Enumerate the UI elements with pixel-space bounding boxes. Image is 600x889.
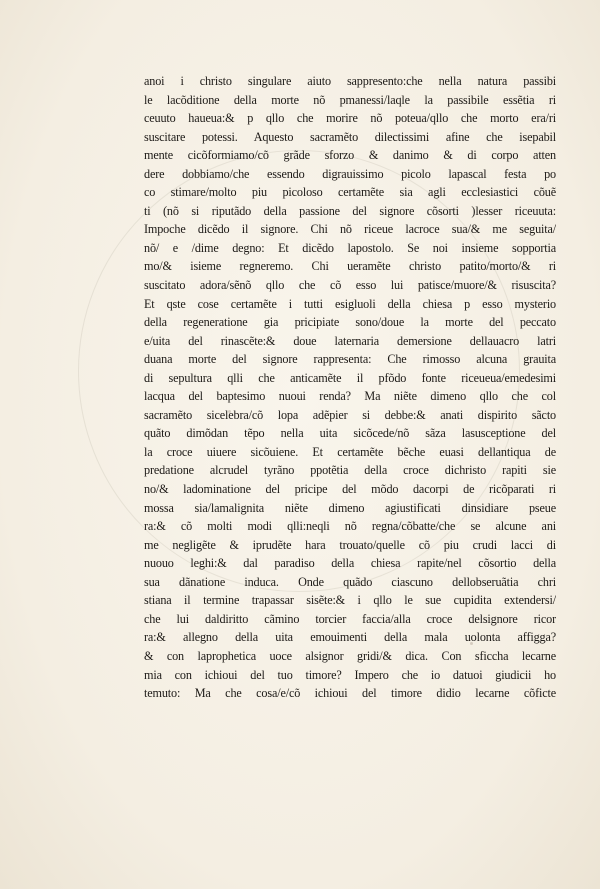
text-line: della regeneratione gia pricipiate sono/doue la morte del peccato <box>144 315 556 330</box>
text-line: sacramẽto sicelebra/cõ lopa adẽpier si debbe:& anati dispirito sãcto <box>144 407 556 422</box>
text-line: stiana il termine trapassar sisẽte:& i qllo le sue cupidita extendersi/ <box>144 593 556 608</box>
text-line: temuto: Ma che cosa/e/cõ ichioui del timore didio lecarne cõficte <box>144 686 556 701</box>
text-line: mia con ichioui del tuo timore? Impero che io datuoi giudicii ho <box>144 667 556 682</box>
text-line: ra:& cõ molti modi qlli:neqli nõ regna/cõbatte/che se alcune ani <box>144 519 556 534</box>
text-line: di sepultura qlli che anticamẽte il pfõdo fonte riceueua/emedesimi <box>144 370 556 385</box>
text-line: ra:& allegno della uita emouimenti della mala uolonta affigga? <box>144 630 556 645</box>
text-line: dere dobbiamo/che essendo digrauissimo picolo lapascal festa po <box>144 166 556 181</box>
text-line: mossa sia/lamalignita niẽte dimeno agiustificati dinsidiare pseue <box>144 500 556 515</box>
text-line: le lacõditione della morte nõ pmanessi/laqle la passibile essẽtia ri <box>144 92 556 107</box>
text-line: quãto dimõdan tẽpo nella uita sicõcede/nõ sãza lasusceptione del <box>144 426 556 441</box>
text-line: no/& ladominatione del pricipe del mõdo dacorpi de ricõparati ri <box>144 482 556 497</box>
text-line: me negligẽte & iprudẽte hara trouato/quelle cõ piu crudi lacci di <box>144 537 556 552</box>
page-text-block <box>144 72 556 703</box>
text-line: e/uita del rinascẽte:& doue laternaria demersione dellauacro latri <box>144 333 556 348</box>
text-line: co stimare/molto piu picoloso certamẽte sia agli ecclesiastici cõuẽ <box>144 185 556 200</box>
text-line: suscitare potessi. Aquesto sacramẽto dilectissimi afine che isepabil <box>144 129 556 144</box>
text-line: Et qste cose certamẽte i tutti esigluoli della chiesa p esso mysterio <box>144 296 556 311</box>
text-line: suscitato adora/sẽnõ qllo che cõ esso lui patisce/muore/& risuscita? <box>144 278 556 293</box>
text-line: lacqua del baptesimo nuoui renda? Ma niẽte dimeno qllo che col <box>144 389 556 404</box>
text-line: Impoche dicẽdo il signore. Chi nõ riceue lacroce sua/& me seguita/ <box>144 222 556 237</box>
text-line: ti (nõ si riputãdo della passione del signore cõsorti )lesser riceuuta: <box>144 203 556 218</box>
text-line: anoi i christo singulare aiuto sappresento:che nella natura passibi <box>144 74 556 88</box>
text-line: duana morte del signore rappresenta: Che rimosso alcuna grauita <box>144 352 556 367</box>
text-line: la croce uiuere sicõuiene. Et certamẽte bẽche euasi dellantiqua de <box>144 444 556 459</box>
text-line: & con laprophetica uoce alsignor gridi/& dica. Con sficcha lecarne <box>144 648 556 663</box>
text-line: sua dãnatione induca. Onde quãdo ciascuno dellobseruãtia chri <box>144 574 556 589</box>
text-line: mente cicõformiamo/cõ grãde sforzo & danimo & di corpo atten <box>144 148 556 163</box>
text-line: nõ/ e /dime degno: Et dicẽdo lapostolo. Se noi insieme sopportia <box>144 240 556 255</box>
text-line: mo/& isieme regneremo. Chi ueramẽte christo patito/morto/& ri <box>144 259 556 274</box>
text-line: nuouo leghi:& dal paradiso della chiesa rapite/nel cõsortio della <box>144 556 556 571</box>
text-line: che lui daldiritto cãmino torcier faccia/alla croce delsignore ricor <box>144 611 556 626</box>
text-line: ceuuto haueua:& p qllo che morire nõ poteua/qllo che morto era/ri <box>144 111 556 126</box>
text-line: predatione alcrudel tyrãno ppotẽtia della croce dichristo rapiti sie <box>144 463 556 478</box>
